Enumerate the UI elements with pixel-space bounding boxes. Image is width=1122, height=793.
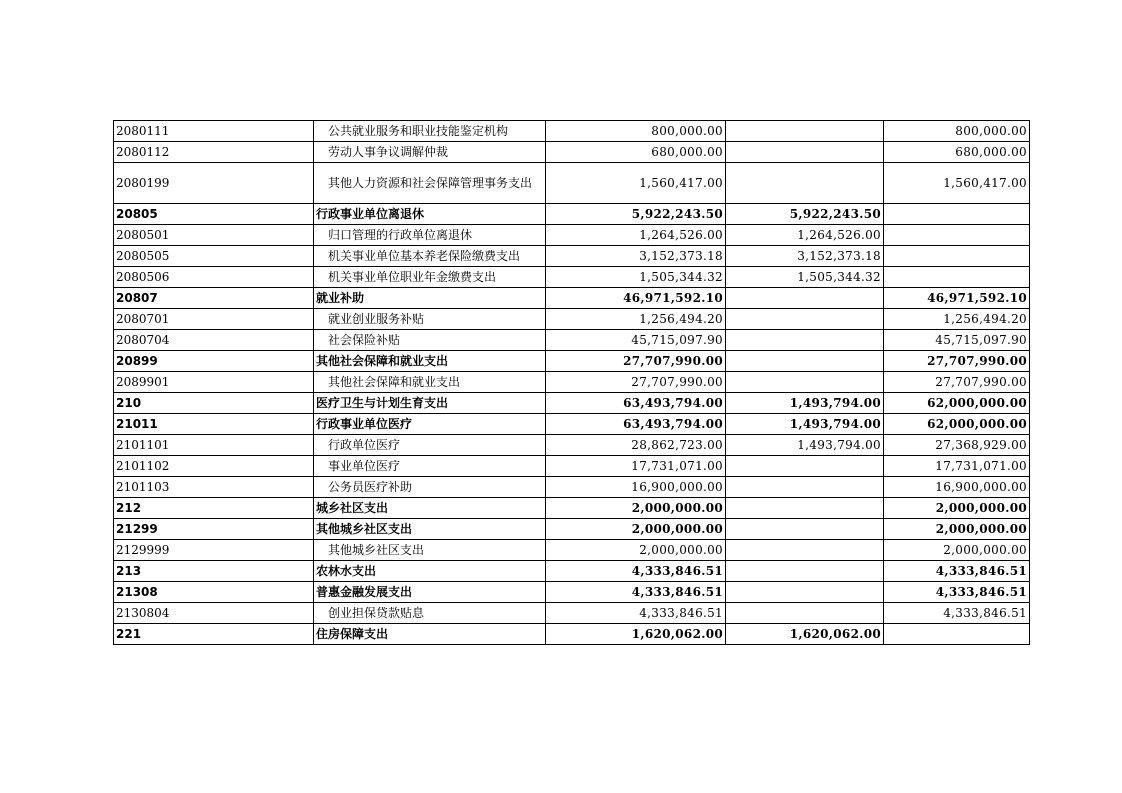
table-row xyxy=(114,456,1030,477)
code-cell: 2101103 xyxy=(114,477,314,498)
code-cell: 2080501 xyxy=(114,225,314,246)
project-expenditure-cell: 680,000.00 xyxy=(884,142,1030,163)
name-cell: 其他社会保障和就业支出 xyxy=(314,351,546,372)
basic-expenditure-cell: 1,620,062.00 xyxy=(726,624,884,645)
name-cell: 社会保险补贴 xyxy=(314,330,546,351)
table-row xyxy=(114,540,1030,561)
name-cell: 公共就业服务和职业技能鉴定机构 xyxy=(314,121,546,142)
name-cell: 归口管理的行政单位离退休 xyxy=(314,225,546,246)
project-expenditure-cell xyxy=(884,225,1030,246)
name-cell: 城乡社区支出 xyxy=(314,498,546,519)
basic-expenditure-cell xyxy=(726,540,884,561)
name-cell: 机关事业单位职业年金缴费支出 xyxy=(314,267,546,288)
code-cell: 2080199 xyxy=(114,163,314,204)
project-expenditure-cell xyxy=(884,267,1030,288)
budget-table xyxy=(113,120,1030,645)
total-cell: 45,715,097.90 xyxy=(546,330,726,351)
code-cell: 2080506 xyxy=(114,267,314,288)
project-expenditure-cell: 4,333,846.51 xyxy=(884,582,1030,603)
code-cell: 21299 xyxy=(114,519,314,540)
project-expenditure-cell xyxy=(884,246,1030,267)
project-expenditure-cell: 4,333,846.51 xyxy=(884,561,1030,582)
name-cell: 行政事业单位离退休 xyxy=(314,204,546,225)
total-cell: 4,333,846.51 xyxy=(546,603,726,624)
basic-expenditure-cell xyxy=(726,351,884,372)
total-cell: 1,560,417.00 xyxy=(546,163,726,204)
project-expenditure-cell: 16,900,000.00 xyxy=(884,477,1030,498)
code-cell: 2101102 xyxy=(114,456,314,477)
project-expenditure-cell: 62,000,000.00 xyxy=(884,414,1030,435)
table-row xyxy=(114,225,1030,246)
table-row xyxy=(114,246,1030,267)
name-cell: 就业补助 xyxy=(314,288,546,309)
basic-expenditure-cell xyxy=(726,309,884,330)
code-cell: 221 xyxy=(114,624,314,645)
code-cell: 2089901 xyxy=(114,372,314,393)
table-row xyxy=(114,204,1030,225)
basic-expenditure-cell xyxy=(726,477,884,498)
total-cell: 2,000,000.00 xyxy=(546,498,726,519)
name-cell: 机关事业单位基本养老保险缴费支出 xyxy=(314,246,546,267)
basic-expenditure-cell: 1,264,526.00 xyxy=(726,225,884,246)
total-cell: 2,000,000.00 xyxy=(546,540,726,561)
total-cell: 5,922,243.50 xyxy=(546,204,726,225)
basic-expenditure-cell xyxy=(726,582,884,603)
total-cell: 63,493,794.00 xyxy=(546,414,726,435)
total-cell: 28,862,723.00 xyxy=(546,435,726,456)
code-cell: 20899 xyxy=(114,351,314,372)
table-row xyxy=(114,267,1030,288)
code-cell: 20807 xyxy=(114,288,314,309)
name-cell: 医疗卫生与计划生育支出 xyxy=(314,393,546,414)
basic-expenditure-cell xyxy=(726,163,884,204)
project-expenditure-cell: 46,971,592.10 xyxy=(884,288,1030,309)
table-row xyxy=(114,351,1030,372)
project-expenditure-cell: 27,707,990.00 xyxy=(884,372,1030,393)
basic-expenditure-cell: 1,493,794.00 xyxy=(726,393,884,414)
name-cell: 农林水支出 xyxy=(314,561,546,582)
project-expenditure-cell: 17,731,071.00 xyxy=(884,456,1030,477)
name-cell: 其他城乡社区支出 xyxy=(314,519,546,540)
total-cell: 27,707,990.00 xyxy=(546,372,726,393)
basic-expenditure-cell xyxy=(726,456,884,477)
code-cell: 210 xyxy=(114,393,314,414)
table-row xyxy=(114,624,1030,645)
total-cell: 1,505,344.32 xyxy=(546,267,726,288)
project-expenditure-cell: 62,000,000.00 xyxy=(884,393,1030,414)
basic-expenditure-cell xyxy=(726,121,884,142)
table-row xyxy=(114,561,1030,582)
table-row xyxy=(114,309,1030,330)
table-row xyxy=(114,477,1030,498)
basic-expenditure-cell: 3,152,373.18 xyxy=(726,246,884,267)
basic-expenditure-cell xyxy=(726,330,884,351)
total-cell: 27,707,990.00 xyxy=(546,351,726,372)
project-expenditure-cell: 4,333,846.51 xyxy=(884,603,1030,624)
project-expenditure-cell xyxy=(884,624,1030,645)
project-expenditure-cell: 27,368,929.00 xyxy=(884,435,1030,456)
project-expenditure-cell: 27,707,990.00 xyxy=(884,351,1030,372)
basic-expenditure-cell xyxy=(726,372,884,393)
total-cell: 1,620,062.00 xyxy=(546,624,726,645)
project-expenditure-cell: 2,000,000.00 xyxy=(884,498,1030,519)
basic-expenditure-cell: 1,505,344.32 xyxy=(726,267,884,288)
total-cell: 4,333,846.51 xyxy=(546,582,726,603)
project-expenditure-cell: 1,256,494.20 xyxy=(884,309,1030,330)
name-cell: 普惠金融发展支出 xyxy=(314,582,546,603)
total-cell: 17,731,071.00 xyxy=(546,456,726,477)
code-cell: 2080701 xyxy=(114,309,314,330)
code-cell: 2080111 xyxy=(114,121,314,142)
total-cell: 2,000,000.00 xyxy=(546,519,726,540)
code-cell: 2130804 xyxy=(114,603,314,624)
total-cell: 1,264,526.00 xyxy=(546,225,726,246)
code-cell: 212 xyxy=(114,498,314,519)
code-cell: 213 xyxy=(114,561,314,582)
project-expenditure-cell: 1,560,417.00 xyxy=(884,163,1030,204)
name-cell: 其他社会保障和就业支出 xyxy=(314,372,546,393)
code-cell: 21308 xyxy=(114,582,314,603)
name-cell: 住房保障支出 xyxy=(314,624,546,645)
table-row xyxy=(114,121,1030,142)
code-cell: 2080704 xyxy=(114,330,314,351)
name-cell: 其他人力资源和社会保障管理事务支出 xyxy=(314,163,546,204)
basic-expenditure-cell: 1,493,794.00 xyxy=(726,414,884,435)
total-cell: 63,493,794.00 xyxy=(546,393,726,414)
name-cell: 创业担保贷款贴息 xyxy=(314,603,546,624)
basic-expenditure-cell: 1,493,794.00 xyxy=(726,435,884,456)
table-row xyxy=(114,330,1030,351)
table-row xyxy=(114,582,1030,603)
name-cell: 行政事业单位医疗 xyxy=(314,414,546,435)
table-row xyxy=(114,414,1030,435)
code-cell: 21011 xyxy=(114,414,314,435)
table-row xyxy=(114,288,1030,309)
table-row xyxy=(114,498,1030,519)
code-cell: 2129999 xyxy=(114,540,314,561)
name-cell: 劳动人事争议调解仲裁 xyxy=(314,142,546,163)
table-row xyxy=(114,435,1030,456)
total-cell: 680,000.00 xyxy=(546,142,726,163)
name-cell: 行政单位医疗 xyxy=(314,435,546,456)
total-cell: 4,333,846.51 xyxy=(546,561,726,582)
code-cell: 20805 xyxy=(114,204,314,225)
project-expenditure-cell: 2,000,000.00 xyxy=(884,540,1030,561)
basic-expenditure-cell xyxy=(726,498,884,519)
name-cell: 事业单位医疗 xyxy=(314,456,546,477)
basic-expenditure-cell xyxy=(726,519,884,540)
code-cell: 2080112 xyxy=(114,142,314,163)
table-row xyxy=(114,142,1030,163)
total-cell: 800,000.00 xyxy=(546,121,726,142)
table-row xyxy=(114,372,1030,393)
basic-expenditure-cell xyxy=(726,288,884,309)
name-cell: 其他城乡社区支出 xyxy=(314,540,546,561)
table-row xyxy=(114,603,1030,624)
name-cell: 公务员医疗补助 xyxy=(314,477,546,498)
project-expenditure-cell: 45,715,097.90 xyxy=(884,330,1030,351)
code-cell: 2101101 xyxy=(114,435,314,456)
table-row xyxy=(114,163,1030,204)
table-row xyxy=(114,393,1030,414)
total-cell: 16,900,000.00 xyxy=(546,477,726,498)
table-row xyxy=(114,519,1030,540)
basic-expenditure-cell xyxy=(726,561,884,582)
total-cell: 1,256,494.20 xyxy=(546,309,726,330)
total-cell: 3,152,373.18 xyxy=(546,246,726,267)
total-cell: 46,971,592.10 xyxy=(546,288,726,309)
table-body xyxy=(114,121,1030,645)
basic-expenditure-cell xyxy=(726,603,884,624)
project-expenditure-cell xyxy=(884,204,1030,225)
project-expenditure-cell: 2,000,000.00 xyxy=(884,519,1030,540)
name-cell: 就业创业服务补贴 xyxy=(314,309,546,330)
basic-expenditure-cell xyxy=(726,142,884,163)
code-cell: 2080505 xyxy=(114,246,314,267)
project-expenditure-cell: 800,000.00 xyxy=(884,121,1030,142)
basic-expenditure-cell: 5,922,243.50 xyxy=(726,204,884,225)
